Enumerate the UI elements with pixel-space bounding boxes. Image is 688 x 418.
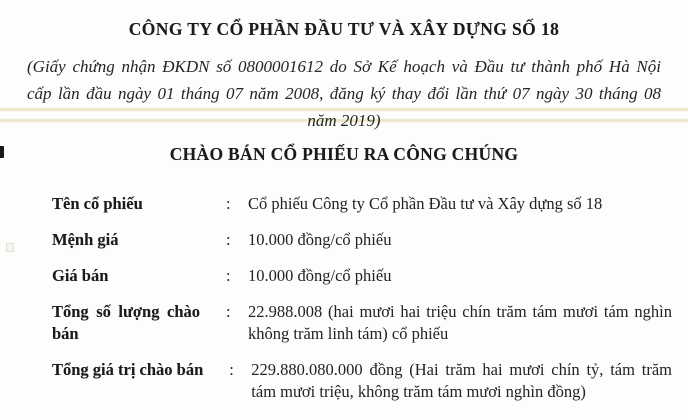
- registration-note-line-3: năm 2019): [307, 111, 381, 130]
- field-row-tong-gia-tri-chao-ban: [52, 359, 672, 403]
- field-label: Tổng số lượng chào bán: [52, 302, 200, 343]
- field-value: 22.988.008 (hai mươi hai triệu chín trăm tám mươi tám nghìn không trăm linh tám) cổ phiếu: [248, 302, 672, 343]
- field-row-menh-gia: [52, 229, 672, 251]
- field-label: Tên cổ phiếu: [52, 194, 143, 213]
- field-value: Cổ phiếu Công ty Cổ phần Đầu tư và Xây dựng số 18: [248, 194, 603, 213]
- colon-separator: :: [226, 266, 231, 285]
- field-value: 10.000 đồng/cổ phiếu: [248, 266, 392, 285]
- registration-note: [0, 53, 688, 134]
- colon-separator: :: [226, 230, 231, 249]
- field-row-ten-co-phieu: [52, 193, 672, 215]
- registration-note-line-1: (Giấy chứng nhận ĐKDN số 0800001612 do Sở Kế hoạch và Đầu tư thành phố Hà Nội: [27, 57, 661, 76]
- offering-heading: CHÀO BÁN CỔ PHIẾU RA CÔNG CHÚNG: [169, 144, 519, 164]
- company-name-title: CÔNG TY CỔ PHẦN ĐẦU TƯ VÀ XÂY DỰNG SỐ 18: [128, 19, 560, 39]
- colon-separator: :: [229, 360, 234, 379]
- registration-note-line-2: cấp lần đầu ngày 01 tháng 07 năm 2008, đăng ký thay đổi lần thứ 07 ngày 30 tháng 08: [27, 84, 661, 103]
- field-row-tong-so-luong-chao-ban: [52, 301, 672, 345]
- field-row-gia-ban: [52, 265, 672, 287]
- colon-separator: :: [226, 302, 231, 321]
- scan-artifact-edge-mark: [0, 146, 4, 158]
- field-value: 229.880.080.000 đồng (Hai trăm hai mươi chín tỷ, tám trăm tám mươi triệu, không trăm tám mươi nghìn đồng): [251, 360, 672, 401]
- field-value: 10.000 đồng/cổ phiếu: [248, 230, 392, 249]
- field-label: Giá bán: [52, 266, 109, 285]
- field-label: Mệnh giá: [52, 230, 119, 249]
- offering-details-table: [0, 193, 688, 403]
- colon-separator: :: [226, 194, 231, 213]
- field-label: Tổng giá trị chào bán: [52, 360, 204, 379]
